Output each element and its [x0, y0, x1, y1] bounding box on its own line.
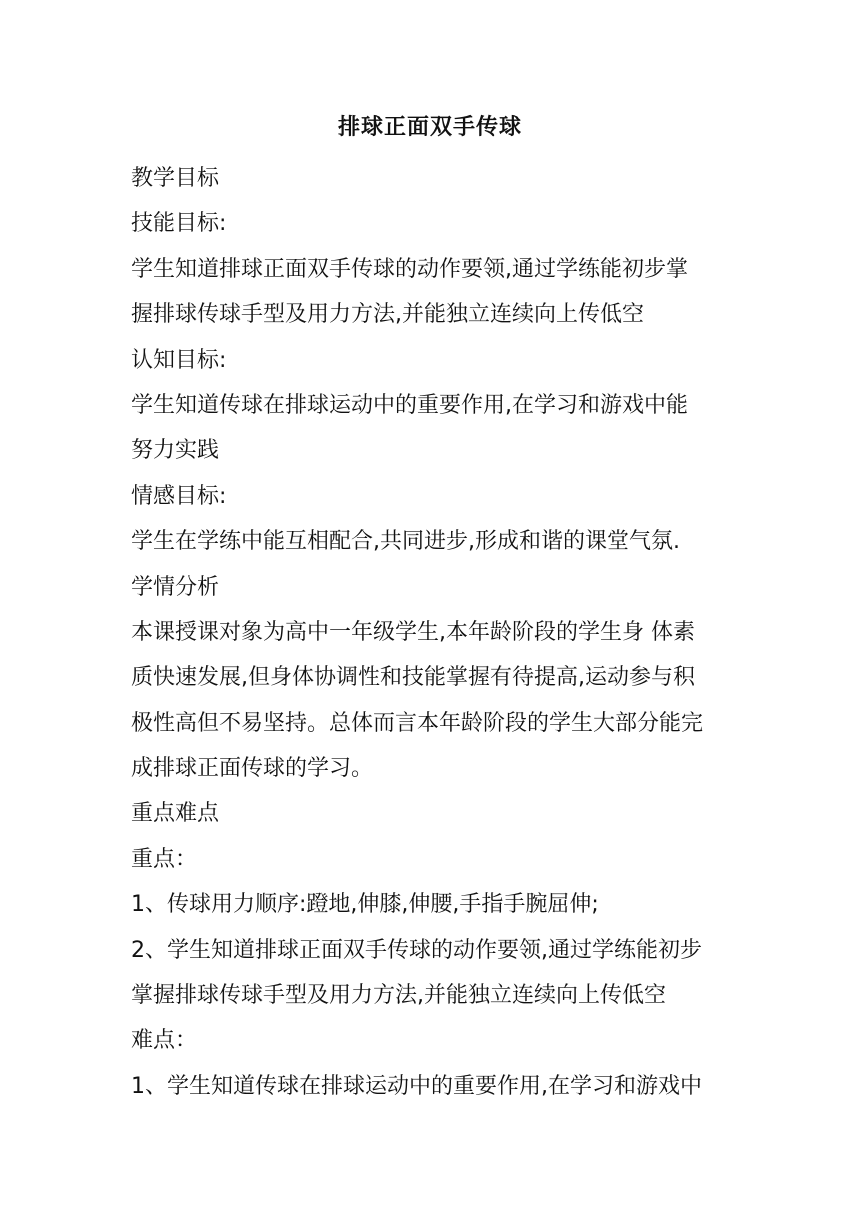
paragraph-line: 成排球正面传球的学习。 — [131, 756, 374, 782]
subheading-skill-goals: 技能目标: — [131, 211, 227, 237]
subheading-difficult-points: 难点： — [131, 1028, 198, 1054]
list-item: 1、传球用力顺序:蹬地,伸膝,伸腰,手指手腕屈伸; — [131, 892, 599, 918]
document-title: 排球正面双手传球 — [337, 115, 522, 140]
paragraph-line: 学生在学练中能互相配合,共同进步,形成和谐的课堂气氛. — [131, 529, 680, 555]
heading-teaching-goals: 教学目标 — [131, 166, 220, 191]
document-body — [131, 156, 731, 1109]
paragraph-line: 掌握排球传球手型及用力方法,并能独立连续向上传低空 — [131, 983, 666, 1009]
paragraph-line: 极性高但不易坚持。总体而言本年龄阶段的学生大部分能完 — [131, 710, 704, 736]
paragraph-line: 学生知道排球正面双手传球的动作要领,通过学练能初步掌 — [131, 256, 688, 282]
subheading-key-points: 重点： — [131, 846, 198, 872]
list-item: 2、学生知道排球正面双手传球的动作要领,通过学练能初步 — [131, 937, 702, 963]
paragraph-line: 努力实践 — [131, 438, 220, 464]
subheading-emotional-goals: 情感目标: — [131, 483, 227, 509]
subheading-cognitive-goals: 认知目标: — [131, 347, 227, 373]
paragraph-line: 握排球传球手型及用力方法,并能独立连续向上传低空 — [131, 302, 644, 328]
paragraph-line: 质快速发展,但身体协调性和技能掌握有待提高,运动参与积 — [131, 665, 695, 691]
heading-key-difficult-points: 重点难点 — [131, 801, 220, 827]
list-item: 1、学生知道传球在排球运动中的重要作用,在学习和游戏中 — [131, 1073, 702, 1099]
paragraph-line: 学生知道传球在排球运动中的重要作用,在学习和游戏中能 — [131, 392, 688, 418]
heading-student-analysis: 学情分析 — [131, 574, 220, 600]
paragraph-line: 本课授课对象为高中一年级学生,本年龄阶段的学生身 体素 — [131, 619, 695, 645]
